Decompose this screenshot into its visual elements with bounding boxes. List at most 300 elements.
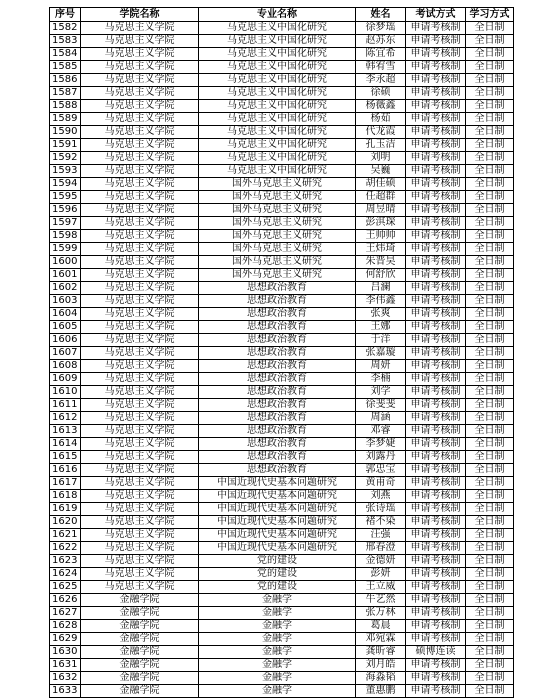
cell-major: 国外马克思主义研究	[199, 191, 356, 204]
cell-exam-method: 申请考核制	[406, 516, 466, 529]
table-row	[50, 100, 514, 113]
table-row	[50, 594, 514, 607]
cell-study-mode: 全日制	[466, 373, 514, 386]
cell-study-mode: 全日制	[466, 61, 514, 74]
table-row	[50, 386, 514, 399]
table-row	[50, 48, 514, 61]
cell-seq: 1596	[50, 204, 81, 217]
table-row	[50, 672, 514, 685]
cell-name: 张万林	[356, 607, 406, 620]
cell-seq: 1604	[50, 308, 81, 321]
table-row	[50, 126, 514, 139]
cell-name: 海淼韬	[356, 672, 406, 685]
cell-college: 马克思主义学院	[81, 178, 199, 191]
cell-name: 牛艺然	[356, 594, 406, 607]
cell-exam-method: 申请考核制	[406, 412, 466, 425]
cell-college: 马克思主义学院	[81, 464, 199, 477]
cell-major: 中国近现代史基本问题研究	[199, 529, 356, 542]
cell-major: 国外马克思主义研究	[199, 269, 356, 282]
table-row	[50, 347, 514, 360]
cell-seq: 1628	[50, 620, 81, 633]
cell-study-mode: 全日制	[466, 217, 514, 230]
cell-exam-method: 申请考核制	[406, 139, 466, 152]
table-row	[50, 425, 514, 438]
cell-major: 金融学	[199, 685, 356, 698]
cell-major: 思想政治教育	[199, 451, 356, 464]
cell-study-mode: 全日制	[466, 659, 514, 672]
table-row	[50, 61, 514, 74]
cell-exam-method: 申请考核制	[406, 529, 466, 542]
cell-college: 马克思主义学院	[81, 61, 199, 74]
cell-major: 国外马克思主义研究	[199, 230, 356, 243]
cell-exam-method: 申请考核制	[406, 399, 466, 412]
cell-study-mode: 全日制	[466, 256, 514, 269]
cell-exam-method: 申请考核制	[406, 685, 466, 698]
table-row	[50, 22, 514, 35]
cell-seq: 1629	[50, 633, 81, 646]
cell-name: 刘燕	[356, 490, 406, 503]
cell-college: 马克思主义学院	[81, 347, 199, 360]
cell-study-mode: 全日制	[466, 607, 514, 620]
cell-seq: 1610	[50, 386, 81, 399]
table-row	[50, 477, 514, 490]
cell-study-mode: 全日制	[466, 594, 514, 607]
cell-college: 马克思主义学院	[81, 360, 199, 373]
cell-seq: 1615	[50, 451, 81, 464]
table-row	[50, 308, 514, 321]
cell-college: 马克思主义学院	[81, 425, 199, 438]
cell-study-mode: 全日制	[466, 620, 514, 633]
cell-college: 马克思主义学院	[81, 282, 199, 295]
admission-list-table-container	[49, 7, 514, 698]
cell-major: 国外马克思主义研究	[199, 204, 356, 217]
cell-study-mode: 全日制	[466, 503, 514, 516]
table-row	[50, 282, 514, 295]
table-row	[50, 490, 514, 503]
cell-exam-method: 申请考核制	[406, 386, 466, 399]
cell-seq: 1613	[50, 425, 81, 438]
cell-college: 金融学院	[81, 659, 199, 672]
cell-major: 马克思主义中国化研究	[199, 152, 356, 165]
cell-study-mode: 全日制	[466, 464, 514, 477]
cell-seq: 1632	[50, 672, 81, 685]
cell-study-mode: 全日制	[466, 568, 514, 581]
cell-name: 李伟鑫	[356, 295, 406, 308]
cell-exam-method: 申请考核制	[406, 568, 466, 581]
cell-exam-method: 申请考核制	[406, 542, 466, 555]
cell-name: 王帅帅	[356, 230, 406, 243]
cell-major: 思想政治教育	[199, 373, 356, 386]
cell-college: 马克思主义学院	[81, 295, 199, 308]
cell-study-mode: 全日制	[466, 100, 514, 113]
cell-name: 孔玉洁	[356, 139, 406, 152]
cell-name: 王立威	[356, 581, 406, 594]
cell-major: 国外马克思主义研究	[199, 256, 356, 269]
cell-college: 马克思主义学院	[81, 451, 199, 464]
cell-study-mode: 全日制	[466, 87, 514, 100]
cell-study-mode: 全日制	[466, 230, 514, 243]
cell-college: 金融学院	[81, 646, 199, 659]
cell-college: 马克思主义学院	[81, 581, 199, 594]
table-body	[50, 22, 514, 698]
cell-exam-method: 申请考核制	[406, 555, 466, 568]
table-row	[50, 516, 514, 529]
table-row	[50, 438, 514, 451]
cell-exam-method: 申请考核制	[406, 165, 466, 178]
cell-college: 马克思主义学院	[81, 243, 199, 256]
cell-name: 李永超	[356, 74, 406, 87]
table-row	[50, 139, 514, 152]
cell-major: 思想政治教育	[199, 412, 356, 425]
cell-study-mode: 全日制	[466, 35, 514, 48]
cell-name: 赵苏东	[356, 35, 406, 48]
table-row	[50, 269, 514, 282]
cell-name: 刘学	[356, 386, 406, 399]
admission-list-table	[49, 7, 514, 698]
cell-exam-method: 申请考核制	[406, 464, 466, 477]
cell-study-mode: 全日制	[466, 48, 514, 61]
cell-college: 马克思主义学院	[81, 503, 199, 516]
cell-major: 金融学	[199, 659, 356, 672]
cell-name: 刘明	[356, 152, 406, 165]
cell-major: 思想政治教育	[199, 282, 356, 295]
cell-college: 马克思主义学院	[81, 87, 199, 100]
table-row	[50, 295, 514, 308]
cell-exam-method: 申请考核制	[406, 594, 466, 607]
cell-college: 马克思主义学院	[81, 48, 199, 61]
cell-name: 王炜琦	[356, 243, 406, 256]
cell-seq: 1583	[50, 35, 81, 48]
cell-major: 金融学	[199, 672, 356, 685]
cell-seq: 1617	[50, 477, 81, 490]
cell-name: 彭淇琛	[356, 217, 406, 230]
cell-college: 马克思主义学院	[81, 373, 199, 386]
cell-exam-method: 申请考核制	[406, 243, 466, 256]
cell-exam-method: 申请考核制	[406, 425, 466, 438]
cell-study-mode: 全日制	[466, 555, 514, 568]
table-row	[50, 165, 514, 178]
cell-exam-method: 申请考核制	[406, 87, 466, 100]
cell-exam-method: 申请考核制	[406, 672, 466, 685]
cell-exam-method: 申请考核制	[406, 74, 466, 87]
cell-seq: 1592	[50, 152, 81, 165]
cell-exam-method: 申请考核制	[406, 490, 466, 503]
cell-name: 褚不染	[356, 516, 406, 529]
cell-seq: 1605	[50, 321, 81, 334]
cell-college: 金融学院	[81, 607, 199, 620]
cell-seq: 1598	[50, 230, 81, 243]
cell-name: 韩宥雪	[356, 61, 406, 74]
cell-study-mode: 全日制	[466, 152, 514, 165]
cell-college: 马克思主义学院	[81, 191, 199, 204]
cell-seq: 1585	[50, 61, 81, 74]
cell-name: 徐斐斐	[356, 399, 406, 412]
cell-study-mode: 全日制	[466, 113, 514, 126]
table-row	[50, 373, 514, 386]
cell-college: 马克思主义学院	[81, 529, 199, 542]
cell-exam-method: 申请考核制	[406, 477, 466, 490]
table-row	[50, 646, 514, 659]
cell-study-mode: 全日制	[466, 269, 514, 282]
cell-college: 马克思主义学院	[81, 399, 199, 412]
cell-college: 马克思主义学院	[81, 217, 199, 230]
cell-major: 马克思主义中国化研究	[199, 22, 356, 35]
table-row	[50, 451, 514, 464]
cell-college: 马克思主义学院	[81, 334, 199, 347]
cell-college: 金融学院	[81, 672, 199, 685]
cell-college: 马克思主义学院	[81, 516, 199, 529]
cell-major: 思想政治教育	[199, 438, 356, 451]
cell-study-mode: 全日制	[466, 295, 514, 308]
cell-exam-method: 申请考核制	[406, 204, 466, 217]
cell-exam-method: 申请考核制	[406, 35, 466, 48]
cell-study-mode: 全日制	[466, 529, 514, 542]
cell-name: 龚昕睿	[356, 646, 406, 659]
table-row	[50, 35, 514, 48]
cell-study-mode: 全日制	[466, 74, 514, 87]
table-row	[50, 464, 514, 477]
cell-seq: 1627	[50, 607, 81, 620]
cell-study-mode: 全日制	[466, 191, 514, 204]
cell-seq: 1633	[50, 685, 81, 698]
cell-seq: 1607	[50, 347, 81, 360]
cell-seq: 1630	[50, 646, 81, 659]
cell-major: 思想政治教育	[199, 386, 356, 399]
cell-seq: 1611	[50, 399, 81, 412]
cell-exam-method: 申请考核制	[406, 230, 466, 243]
cell-study-mode: 全日制	[466, 360, 514, 373]
cell-seq: 1625	[50, 581, 81, 594]
cell-seq: 1624	[50, 568, 81, 581]
cell-college: 金融学院	[81, 594, 199, 607]
cell-seq: 1587	[50, 87, 81, 100]
table-row	[50, 685, 514, 698]
cell-name: 张爽	[356, 308, 406, 321]
table-row	[50, 607, 514, 620]
cell-college: 马克思主义学院	[81, 438, 199, 451]
cell-seq: 1631	[50, 659, 81, 672]
cell-college: 马克思主义学院	[81, 568, 199, 581]
cell-major: 思想政治教育	[199, 425, 356, 438]
cell-exam-method: 申请考核制	[406, 217, 466, 230]
cell-college: 马克思主义学院	[81, 139, 199, 152]
cell-study-mode: 全日制	[466, 139, 514, 152]
cell-exam-method: 申请考核制	[406, 113, 466, 126]
cell-name: 杨茹	[356, 113, 406, 126]
cell-name: 刘月皓	[356, 659, 406, 672]
table-row	[50, 581, 514, 594]
cell-exam-method: 申请考核制	[406, 503, 466, 516]
table-row	[50, 87, 514, 100]
cell-college: 马克思主义学院	[81, 412, 199, 425]
cell-seq: 1621	[50, 529, 81, 542]
cell-seq: 1601	[50, 269, 81, 282]
cell-major: 国外马克思主义研究	[199, 178, 356, 191]
table-row	[50, 334, 514, 347]
cell-major: 思想政治教育	[199, 464, 356, 477]
cell-study-mode: 全日制	[466, 516, 514, 529]
cell-college: 马克思主义学院	[81, 490, 199, 503]
cell-major: 马克思主义中国化研究	[199, 61, 356, 74]
table-row	[50, 568, 514, 581]
cell-major: 中国近现代史基本问题研究	[199, 516, 356, 529]
cell-study-mode: 全日制	[466, 399, 514, 412]
cell-name: 邓宛霖	[356, 633, 406, 646]
cell-major: 金融学	[199, 633, 356, 646]
cell-college: 马克思主义学院	[81, 126, 199, 139]
cell-study-mode: 全日制	[466, 672, 514, 685]
header-seq: 序号	[50, 8, 81, 22]
cell-exam-method: 申请考核制	[406, 451, 466, 464]
cell-study-mode: 全日制	[466, 412, 514, 425]
cell-college: 马克思主义学院	[81, 256, 199, 269]
cell-seq: 1626	[50, 594, 81, 607]
cell-study-mode: 全日制	[466, 165, 514, 178]
cell-seq: 1609	[50, 373, 81, 386]
cell-college: 马克思主义学院	[81, 74, 199, 87]
cell-seq: 1612	[50, 412, 81, 425]
cell-name: 徐硕	[356, 87, 406, 100]
cell-name: 李楠	[356, 373, 406, 386]
cell-seq: 1589	[50, 113, 81, 126]
table-row	[50, 113, 514, 126]
header-study-mode: 学习方式	[466, 8, 514, 22]
cell-study-mode: 全日制	[466, 425, 514, 438]
cell-exam-method: 申请考核制	[406, 659, 466, 672]
cell-exam-method: 硕博连读	[406, 646, 466, 659]
table-row	[50, 321, 514, 334]
cell-seq: 1623	[50, 555, 81, 568]
table-row	[50, 529, 514, 542]
header-major: 专业名称	[199, 8, 356, 22]
cell-seq: 1591	[50, 139, 81, 152]
cell-exam-method: 申请考核制	[406, 152, 466, 165]
cell-exam-method: 申请考核制	[406, 48, 466, 61]
cell-name: 吕澜	[356, 282, 406, 295]
cell-college: 金融学院	[81, 620, 199, 633]
table-row	[50, 256, 514, 269]
cell-seq: 1603	[50, 295, 81, 308]
cell-college: 马克思主义学院	[81, 321, 199, 334]
cell-seq: 1593	[50, 165, 81, 178]
cell-major: 金融学	[199, 646, 356, 659]
cell-seq: 1602	[50, 282, 81, 295]
cell-exam-method: 申请考核制	[406, 191, 466, 204]
cell-major: 思想政治教育	[199, 347, 356, 360]
table-row	[50, 620, 514, 633]
cell-seq: 1586	[50, 74, 81, 87]
table-row	[50, 217, 514, 230]
cell-college: 马克思主义学院	[81, 22, 199, 35]
table-row	[50, 178, 514, 191]
cell-name: 何舒欣	[356, 269, 406, 282]
cell-seq: 1590	[50, 126, 81, 139]
cell-major: 金融学	[199, 607, 356, 620]
table-row	[50, 633, 514, 646]
cell-study-mode: 全日制	[466, 438, 514, 451]
cell-exam-method: 申请考核制	[406, 269, 466, 282]
cell-name: 黄甫奇	[356, 477, 406, 490]
cell-name: 汪强	[356, 529, 406, 542]
cell-college: 马克思主义学院	[81, 308, 199, 321]
cell-college: 马克思主义学院	[81, 477, 199, 490]
cell-name: 任超群	[356, 191, 406, 204]
cell-study-mode: 全日制	[466, 308, 514, 321]
cell-college: 马克思主义学院	[81, 35, 199, 48]
cell-exam-method: 申请考核制	[406, 347, 466, 360]
cell-exam-method: 申请考核制	[406, 620, 466, 633]
cell-exam-method: 申请考核制	[406, 607, 466, 620]
cell-study-mode: 全日制	[466, 685, 514, 698]
cell-major: 马克思主义中国化研究	[199, 48, 356, 61]
cell-study-mode: 全日制	[466, 646, 514, 659]
header-exam-method: 考试方式	[406, 8, 466, 22]
cell-exam-method: 申请考核制	[406, 100, 466, 113]
cell-major: 思想政治教育	[199, 360, 356, 373]
table-row	[50, 412, 514, 425]
cell-name: 邓睿	[356, 425, 406, 438]
cell-name: 周昱晴	[356, 204, 406, 217]
cell-study-mode: 全日制	[466, 126, 514, 139]
cell-seq: 1582	[50, 22, 81, 35]
cell-exam-method: 申请考核制	[406, 256, 466, 269]
cell-seq: 1620	[50, 516, 81, 529]
cell-name: 杨薇鑫	[356, 100, 406, 113]
cell-college: 马克思主义学院	[81, 230, 199, 243]
cell-college: 马克思主义学院	[81, 269, 199, 282]
cell-study-mode: 全日制	[466, 633, 514, 646]
cell-name: 金德妍	[356, 555, 406, 568]
cell-college: 马克思主义学院	[81, 555, 199, 568]
cell-college: 马克思主义学院	[81, 100, 199, 113]
cell-major: 马克思主义中国化研究	[199, 126, 356, 139]
cell-study-mode: 全日制	[466, 334, 514, 347]
cell-major: 党的建设	[199, 555, 356, 568]
cell-major: 马克思主义中国化研究	[199, 87, 356, 100]
cell-study-mode: 全日制	[466, 490, 514, 503]
cell-major: 马克思主义中国化研究	[199, 74, 356, 87]
table-row	[50, 555, 514, 568]
cell-college: 马克思主义学院	[81, 386, 199, 399]
cell-major: 国外马克思主义研究	[199, 243, 356, 256]
cell-major: 中国近现代史基本问题研究	[199, 503, 356, 516]
cell-college: 马克思主义学院	[81, 113, 199, 126]
cell-study-mode: 全日制	[466, 321, 514, 334]
cell-name: 朱晋昊	[356, 256, 406, 269]
cell-name: 邢春澄	[356, 542, 406, 555]
table-row	[50, 659, 514, 672]
cell-seq: 1619	[50, 503, 81, 516]
table-row	[50, 399, 514, 412]
cell-exam-method: 申请考核制	[406, 581, 466, 594]
cell-name: 刘露丹	[356, 451, 406, 464]
cell-study-mode: 全日制	[466, 22, 514, 35]
cell-seq: 1618	[50, 490, 81, 503]
cell-exam-method: 申请考核制	[406, 373, 466, 386]
cell-name: 吴巍	[356, 165, 406, 178]
table-row	[50, 152, 514, 165]
table-row	[50, 191, 514, 204]
cell-name: 彭妍	[356, 568, 406, 581]
cell-major: 思想政治教育	[199, 295, 356, 308]
cell-exam-method: 申请考核制	[406, 360, 466, 373]
table-row	[50, 74, 514, 87]
cell-major: 党的建设	[199, 568, 356, 581]
cell-study-mode: 全日制	[466, 542, 514, 555]
table-row	[50, 230, 514, 243]
cell-name: 葛晨	[356, 620, 406, 633]
header-college: 学院名称	[81, 8, 199, 22]
